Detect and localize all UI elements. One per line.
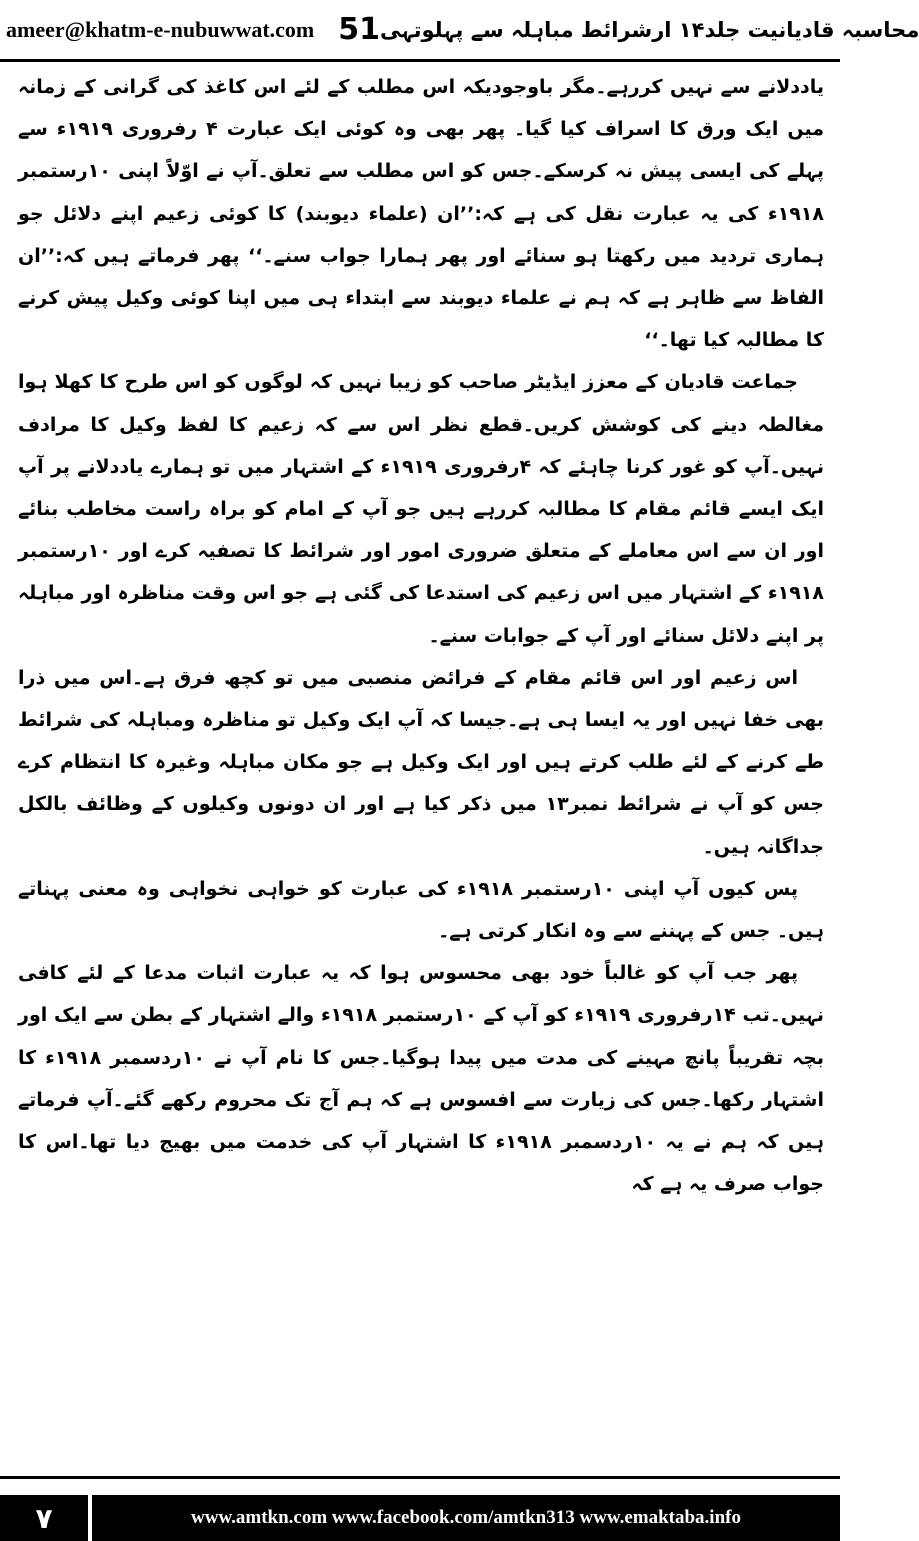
body-text bbox=[18, 66, 824, 1466]
footer-bar bbox=[0, 1495, 840, 1541]
page-header bbox=[0, 0, 919, 62]
footer-links: www.amtkn.com www.facebook.com/amtkn313 www.emaktaba.info bbox=[191, 1507, 741, 1528]
paragraph-4: پس کیوں آپ اپنی ۱۰رستمبر ۱۹۱۸ء کی عبارت کو خواہی نخواہی وہ معنی پہناتے ہیں۔ جس کے پہننے سے وہ انکار کرتی ہے۔ bbox=[18, 877, 824, 943]
running-title: محاسبہ قادیانیت جلد۱۴ ارشرائط مباہلہ سے پہلوتہی bbox=[380, 17, 919, 42]
header-email: ameer@khatm-e-nubuwwat.com bbox=[6, 16, 315, 42]
paragraph-5: پھر جب آپ کو غالباً خود بھی محسوس ہوا کہ یہ عبارت اثبات مدعا کے لئے کافی نہیں۔تب ۱۴رفروری ۱۹۱۹ء کو آپ کے ۱۰رستمبر ۱۹۱۸ء والے اشتہار کے بطن سے ایک اور بچہ تقریباً پانچ مہینے کی مدت میں پیدا ہوگیا۔جس کا نام آپ نے ۱۰ردسمبر ۱۹۱۸ء کا اشتہار رکھا۔جس کی زیارت سے افسوس ہے کہ ہم آج تک محروم رکھے گئے۔آپ فرماتے ہیں کہ ہم نے یہ ۱۰ردسمبر ۱۹۱۸ء کا اشتہار آپ کی خدمت میں بھیج دیا تھا۔اس کا جواب صرف یہ ہے کہ bbox=[18, 962, 825, 1196]
page-footer bbox=[0, 1476, 840, 1540]
footer-page-marker: ۷ bbox=[0, 1495, 92, 1541]
paragraph-3: اس زعیم اور اس قائم مقام کے فرائض منصبی میں تو کچھ فرق ہے۔اس میں ذرا بھی خفا نہیں اور یہ ایسا ہی ہے۔جیسا کہ آپ ایک وکیل تو مناظرہ ومباہلہ کی شرائط طے کرنے کے لئے طلب کرتے ہیں اور ایک وکیل ہے جو مکان مباہلہ وغیرہ کا انتظام کرے جس کو آپ نے شرائط نمبر۱۳ میں ذکر کیا ہے اور ان دونوں وکیلوں کے وظائف بالکل جداگانہ ہیں۔ bbox=[18, 666, 825, 858]
paragraph-2: جماعت قادیان کے معزز ایڈیٹر صاحب کو زیبا نہیں کہ لوگوں کو اس طرح کا کھلا ہوا مغالطہ دینے کی کوشش کریں۔قطع نظر اس سے کہ زعیم کا لفظ وکیل کا مرادف نہیں۔آپ کو غور کرنا چاہئے کہ ۴رفروری ۱۹۱۹ء کے اشتہار میں تو ہمارے یاددلانے پر آپ ایک ایسے قائم مقام کا مطالبہ کررہے ہیں جو آپ کے امام کو براہ راست مخاطب بنائے اور ان سے اس معاملے کے متعلق ضروری امور اور شرائط کا تصفیہ کرے اور ۱۰رستمبر ۱۹۱۸ء کے اشتہار میں اس زعیم کی استدعا کی گئی ہے جو اس وقت مناظرہ اور مباہلہ پر اپنے دلائل سنائے اور آپ کے جوابات سنے۔ bbox=[18, 371, 824, 647]
paragraph-1: یاددلانے سے نہیں کررہے۔مگر باوجودیکہ اس مطلب کے لئے اس کاغذ کی گرانی کے زمانہ میں ایک ورق کا اسراف کیا گیا۔ پھر بھی وہ کوئی ایک عبارت ۴ رفروری ۱۹۱۹ء سے پہلے کی ایسی پیش نہ کرسکے۔جس کو اس مطلب سے تعلق۔آپ نے اوّلاً اپنی ۱۰رستمبر ۱۹۱۸ء کی یہ عبارت نقل کی ہے کہ:’’ان (علماء دیوبند) کا کوئی زعیم اپنے دلائل جو ہماری تردید میں رکھتا ہو سنائے اور پھر ہمارا جواب سنے۔‘‘ پھر فرماتے ہیں کہ:’’ان الفاظ سے ظاہر ہے کہ ہم نے علماء دیوبند سے ابتداء ہی میں اپنا کوئی وکیل پیش کرنے کا مطالبہ کیا تھا۔‘‘ bbox=[18, 76, 824, 352]
page-number: 51 bbox=[338, 12, 381, 47]
